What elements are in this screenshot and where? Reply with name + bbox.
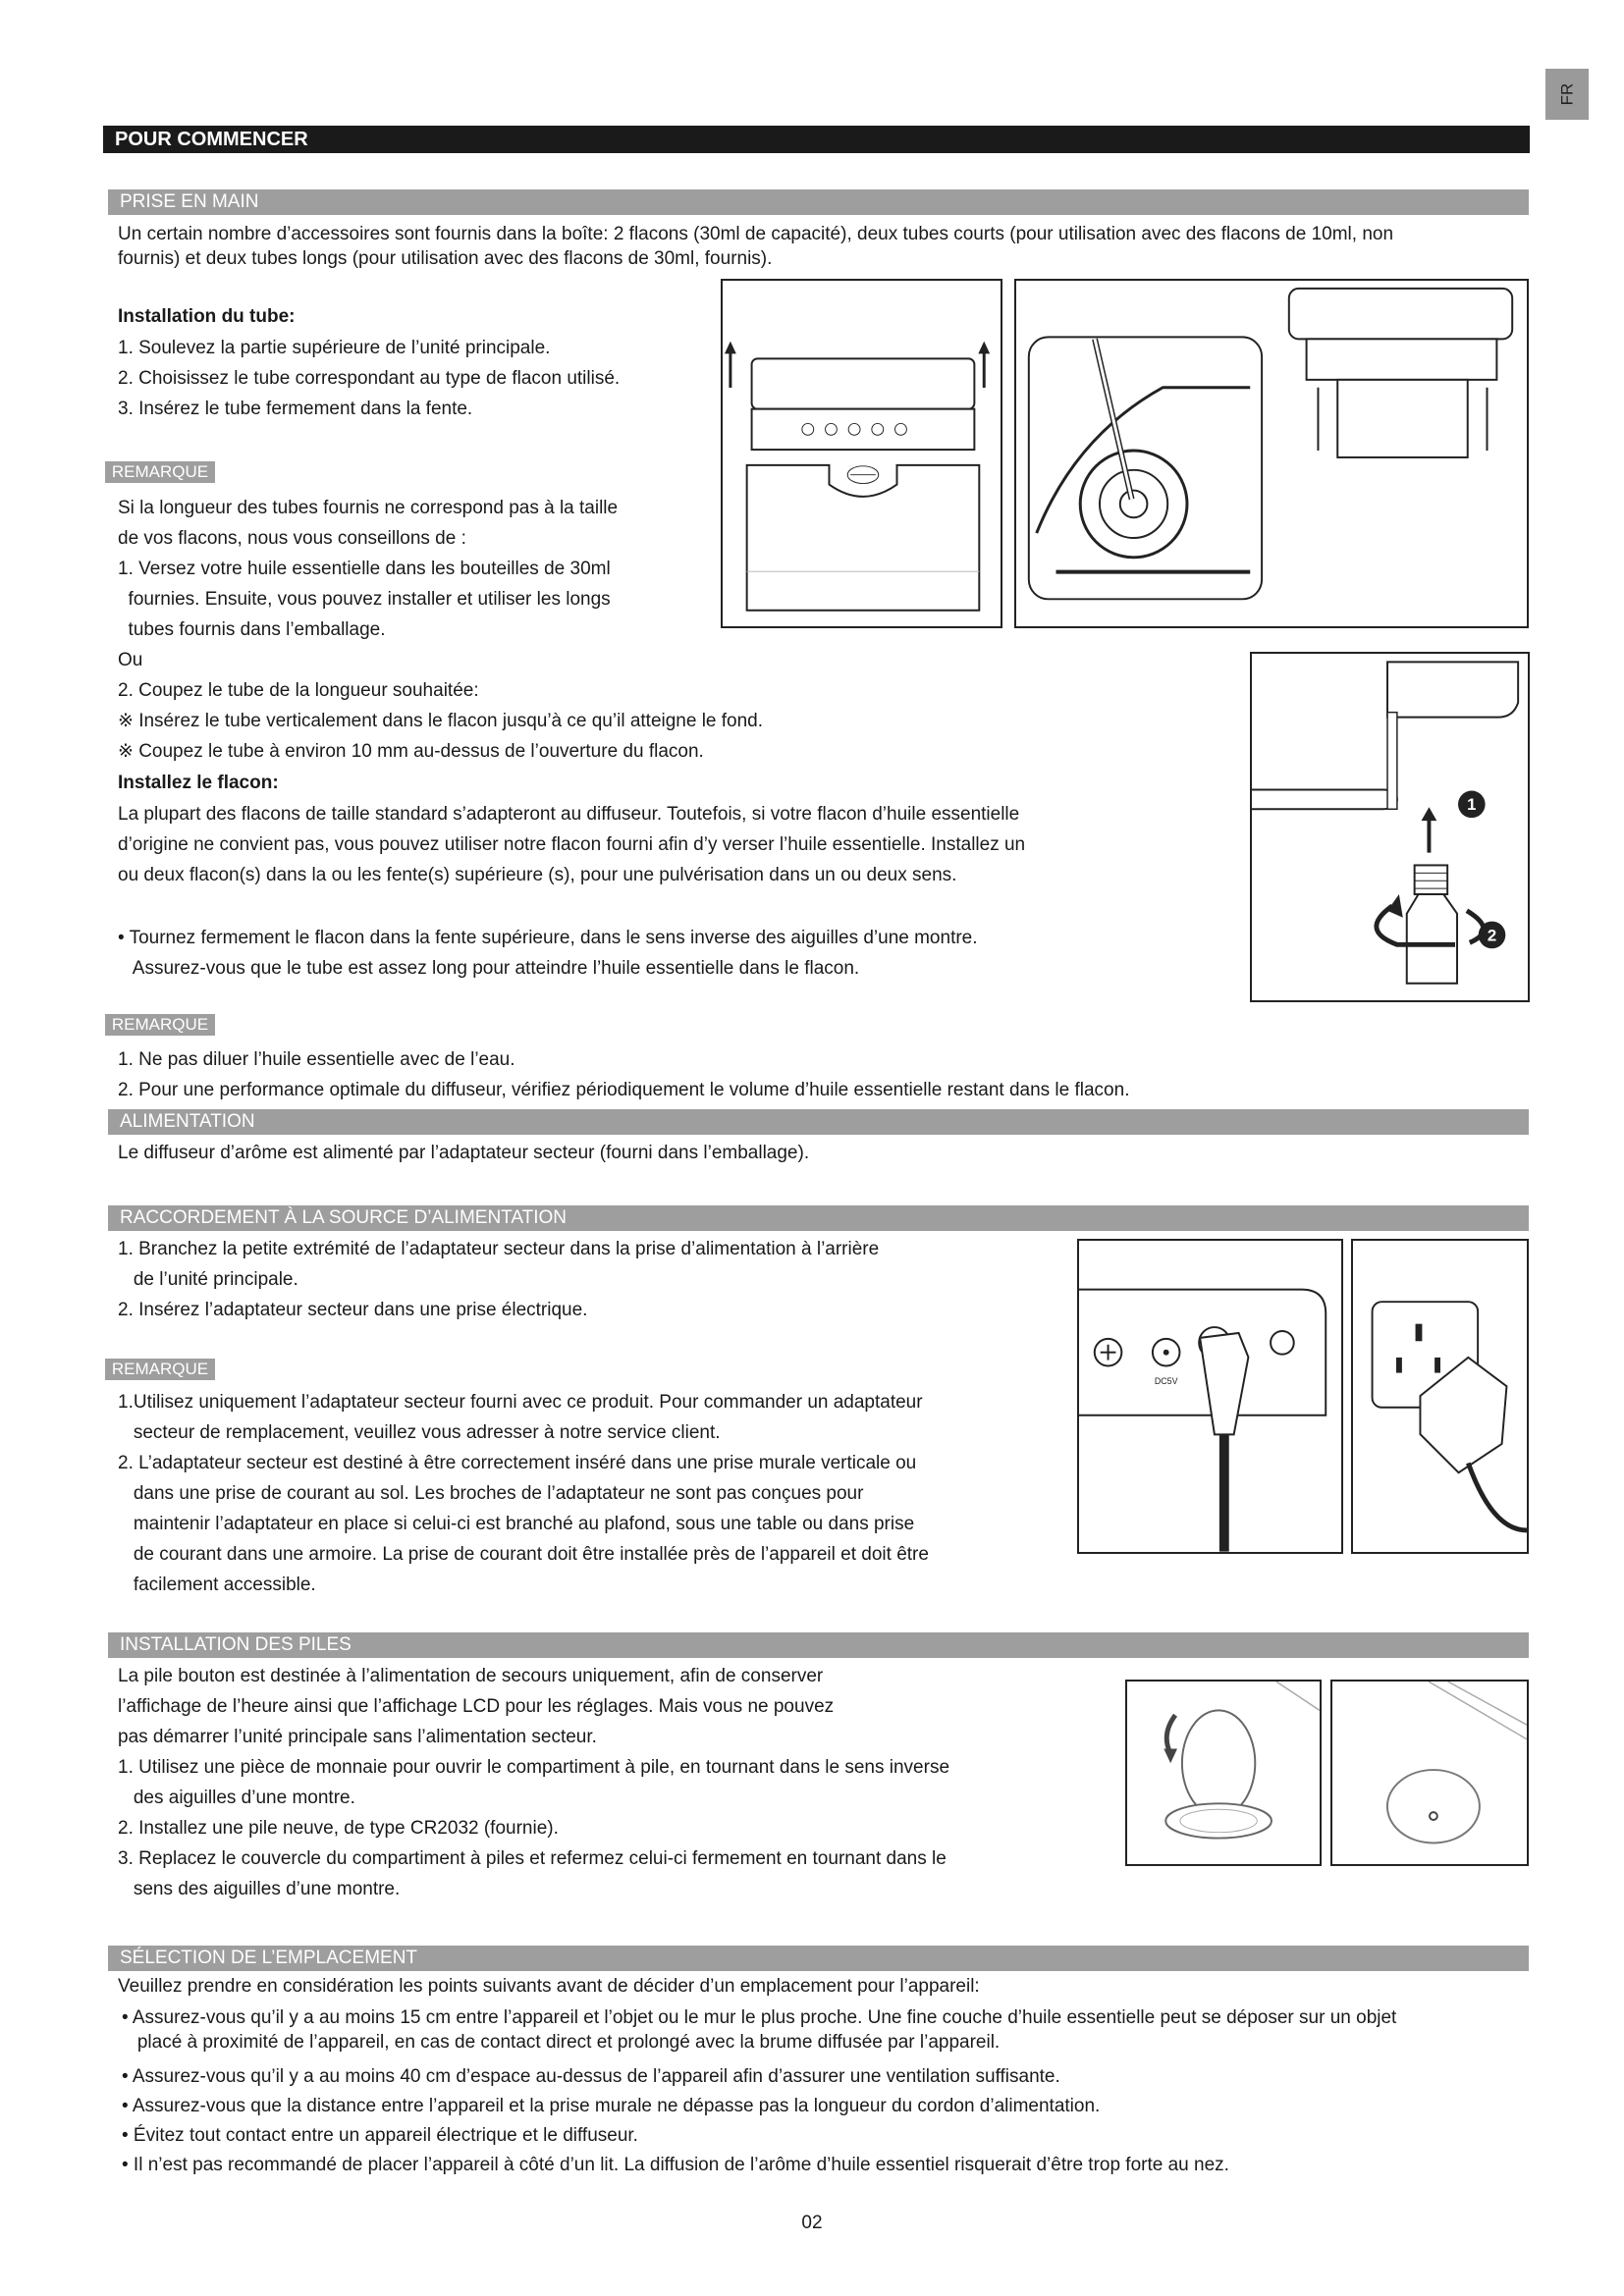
turn-line: • Tournez fermement le flacon dans la fente supérieure, dans le sens inverse des aiguilles d’une montre. [118, 928, 978, 948]
raccordement-remark-line: maintenir l’adaptateur en place si celui-ci est branché au plafond, sous une table ou dans prise [118, 1514, 915, 1534]
tube-step: 2. Choisissez le tube correspondant au type de flacon utilisé. [118, 368, 621, 389]
raccordement-step: 1. Branchez la petite extrémité de l’adaptateur secteur dans la prise d’alimentation à l’arrière [118, 1239, 880, 1259]
emplacement-bullet-2: • Assurez-vous qu’il y a au moins 40 cm d’espace au-dessus de l’appareil afin d’assurer une ventilation suffisante. [122, 2066, 1060, 2087]
piles-line: 2. Installez une pile neuve, de type CR2032 (fournie). [118, 1818, 559, 1839]
raccordement-remark-text [118, 1387, 929, 1600]
emplacement-bullet-4: • Évitez tout contact entre un appareil électrique et le diffuseur. [122, 2125, 638, 2146]
section-header-piles: INSTALLATION DES PILES [108, 1632, 1529, 1658]
power-connect-drawing [1079, 1241, 1341, 1552]
emplacement-bullet-5: • Il n’est pas recommandé de placer l’appareil à côté d’un lit. La diffusion de l’arôme d’huile essentiel risquerait d’être trop forte au nez. [122, 2155, 1229, 2175]
raccordement-remark-line: 1.Utilisez uniquement l’adaptateur secteur fourni avec ce produit. Pour commander un adaptateur [118, 1392, 923, 1413]
figure-step-2: 2 [1487, 926, 1497, 945]
tube-step: 3. Insérez le tube fermement dans la fente. [118, 399, 473, 419]
section-header-emplacement: SÉLECTION DE L’EMPLACEMENT [108, 1946, 1529, 1971]
remark-text [118, 493, 763, 767]
piles-line: pas démarrer l’unité principale sans l’alimentation secteur. [118, 1727, 597, 1747]
remark-line: Ou [118, 650, 143, 670]
remark-line: Si la longueur des tubes fournis ne correspond pas à la taille [118, 498, 619, 518]
main-header: POUR COMMENCER [103, 126, 1530, 153]
piles-line: La pile bouton est destinée à l’alimentation de secours uniquement, afin de conserver [118, 1666, 824, 1686]
raccordement-steps [118, 1234, 879, 1325]
flacon-line: d’origine ne convient pas, vous pouvez utiliser notre flacon fourni afin d’y verser l’huile essentielle. Installez un [118, 834, 1026, 855]
flacon-title: Installez le flacon: [118, 773, 279, 793]
piles-line: sens des aiguilles d’une montre. [118, 1879, 401, 1899]
emplacement-bullet-1 [122, 2005, 1396, 2055]
language-tab [1545, 69, 1589, 120]
piles-line: des aiguilles d’une montre. [118, 1788, 355, 1808]
remark2-label: REMARQUE [105, 1014, 215, 1036]
language-tab-label: FR [1556, 82, 1576, 106]
piles-text [118, 1661, 949, 1904]
tube-step: 1. Soulevez la partie supérieure de l’unité principale. [118, 338, 551, 358]
figure-battery-closed [1330, 1680, 1529, 1866]
piles-line: 3. Replacez le couvercle du compartiment à piles et refermez celui-ci fermement en tournant dans le [118, 1848, 947, 1869]
flacon-line: La plupart des flacons de taille standard s’adapteront au diffuseur. Toutefois, si votre flacon d’huile essentielle [118, 804, 1020, 825]
raccordement-step: de l’unité principale. [118, 1269, 298, 1290]
raccordement-remark-label: REMARQUE [105, 1359, 215, 1380]
figure-bottle-install [1250, 652, 1530, 1002]
piles-line: l’affichage de l’heure ainsi que l’affichage LCD pour les réglages. Mais vous ne pouvez [118, 1696, 835, 1717]
remark2-line: 1. Ne pas diluer l’huile essentielle avec de l’eau. [118, 1049, 515, 1070]
battery-open-drawing [1127, 1682, 1320, 1864]
remark-line: 2. Coupez le tube de la longueur souhaitée: [118, 680, 479, 701]
flacon-line: ou deux flacon(s) dans la ou les fente(s) supérieure (s), pour une pulvérisation dans un ou deux sens. [118, 865, 957, 885]
prise-intro-line: Un certain nombre d’accessoires sont fournis dans la boîte: 2 flacons (30ml de capacité), deux tubes courts (pour utilisation avec des flacons de 10ml, non [118, 224, 1394, 244]
remark-label: REMARQUE [105, 461, 215, 483]
remark-line: ※ Insérez le tube verticalement dans le flacon jusqu’à ce qu’il atteigne le fond. [118, 711, 764, 731]
bottle-install-drawing [1252, 654, 1528, 1000]
raccordement-remark-line: facilement accessible. [118, 1575, 316, 1595]
dc5v-label: DC5V [1154, 1376, 1178, 1387]
raccordement-step: 2. Insérez l’adaptateur secteur dans une prise électrique. [118, 1300, 588, 1320]
page-number: 02 [801, 2213, 823, 2233]
section-header-prise: PRISE EN MAIN [108, 189, 1529, 215]
prise-intro [118, 222, 1393, 271]
remark-line: tubes fournis dans l’emballage. [118, 619, 386, 640]
tube-steps [118, 333, 620, 424]
raccordement-remark-line: dans une prise de courant au sol. Les broches de l’adaptateur ne sont pas conçues pour [118, 1483, 864, 1504]
battery-closed-drawing [1332, 1682, 1527, 1864]
figure-battery-open [1125, 1680, 1322, 1866]
figure-diffuser-lift [721, 279, 1002, 628]
turn-text [118, 923, 978, 984]
flacon-text [118, 799, 1025, 890]
piles-line: 1. Utilisez une pièce de monnaie pour ouvrir le compartiment à pile, en tournant dans le sens inverse [118, 1757, 950, 1778]
emplacement-bullet-3: • Assurez-vous que la distance entre l’appareil et la prise murale ne dépasse pas la longueur du cordon d’alimentation. [122, 2096, 1101, 2116]
emplacement-intro: Veuillez prendre en considération les points suivants avant de décider d’un emplacement pour l’appareil: [118, 1976, 980, 1997]
emplacement-bullet-line: • Assurez-vous qu’il y a au moins 15 cm entre l’appareil et l’objet ou le mur le plus proche. Une fine couche d’huile essentielle peut se déposer sur un objet [122, 2007, 1397, 2028]
raccordement-remark-line: 2. L’adaptateur secteur est destiné à être correctement inséré dans une prise murale verticale ou [118, 1453, 917, 1473]
remark2-text [118, 1044, 1129, 1105]
section-header-alimentation: ALIMENTATION [108, 1109, 1529, 1135]
alimentation-text: Le diffuseur d’arôme est alimenté par l’adaptateur secteur (fourni dans l’emballage). [118, 1143, 810, 1163]
emplacement-bullet-line: placé à proximité de l’appareil, en cas de contact direct et prolongé avec la brume diffusée par l’appareil. [122, 2032, 1001, 2053]
figure-power-connect [1077, 1239, 1343, 1554]
turn-line: Assurez-vous que le tube est assez long pour atteindre l’huile essentielle dans le flacon. [118, 958, 860, 979]
figure-wall-outlet [1351, 1239, 1529, 1554]
figure-tube-insert [1014, 279, 1529, 628]
tube-insert-drawing [1016, 281, 1527, 626]
section-header-raccordement: RACCORDEMENT À LA SOURCE D’ALIMENTATION [108, 1205, 1529, 1231]
remark-line: 1. Versez votre huile essentielle dans les bouteilles de 30ml [118, 559, 611, 579]
remark-line: ※ Coupez le tube à environ 10 mm au-dessus de l’ouverture du flacon. [118, 741, 704, 762]
prise-intro-line: fournis) et deux tubes longs (pour utilisation avec des flacons de 30ml, fournis). [118, 248, 773, 269]
wall-outlet-drawing [1353, 1241, 1527, 1552]
raccordement-remark-line: de courant dans une armoire. La prise de courant doit être installée près de l’appareil et doit être [118, 1544, 929, 1565]
remark-line: de vos flacons, nous vous conseillons de : [118, 528, 466, 549]
remark-line: fournies. Ensuite, vous pouvez installer et utiliser les longs [118, 589, 611, 610]
figure-step-1: 1 [1467, 795, 1477, 815]
diffuser-lift-drawing [723, 281, 1001, 626]
tube-title: Installation du tube: [118, 306, 296, 327]
remark2-line: 2. Pour une performance optimale du diffuseur, vérifiez périodiquement le volume d’huile essentielle restant dans le flacon. [118, 1080, 1130, 1100]
raccordement-remark-line: secteur de remplacement, veuillez vous adresser à notre service client. [118, 1422, 721, 1443]
